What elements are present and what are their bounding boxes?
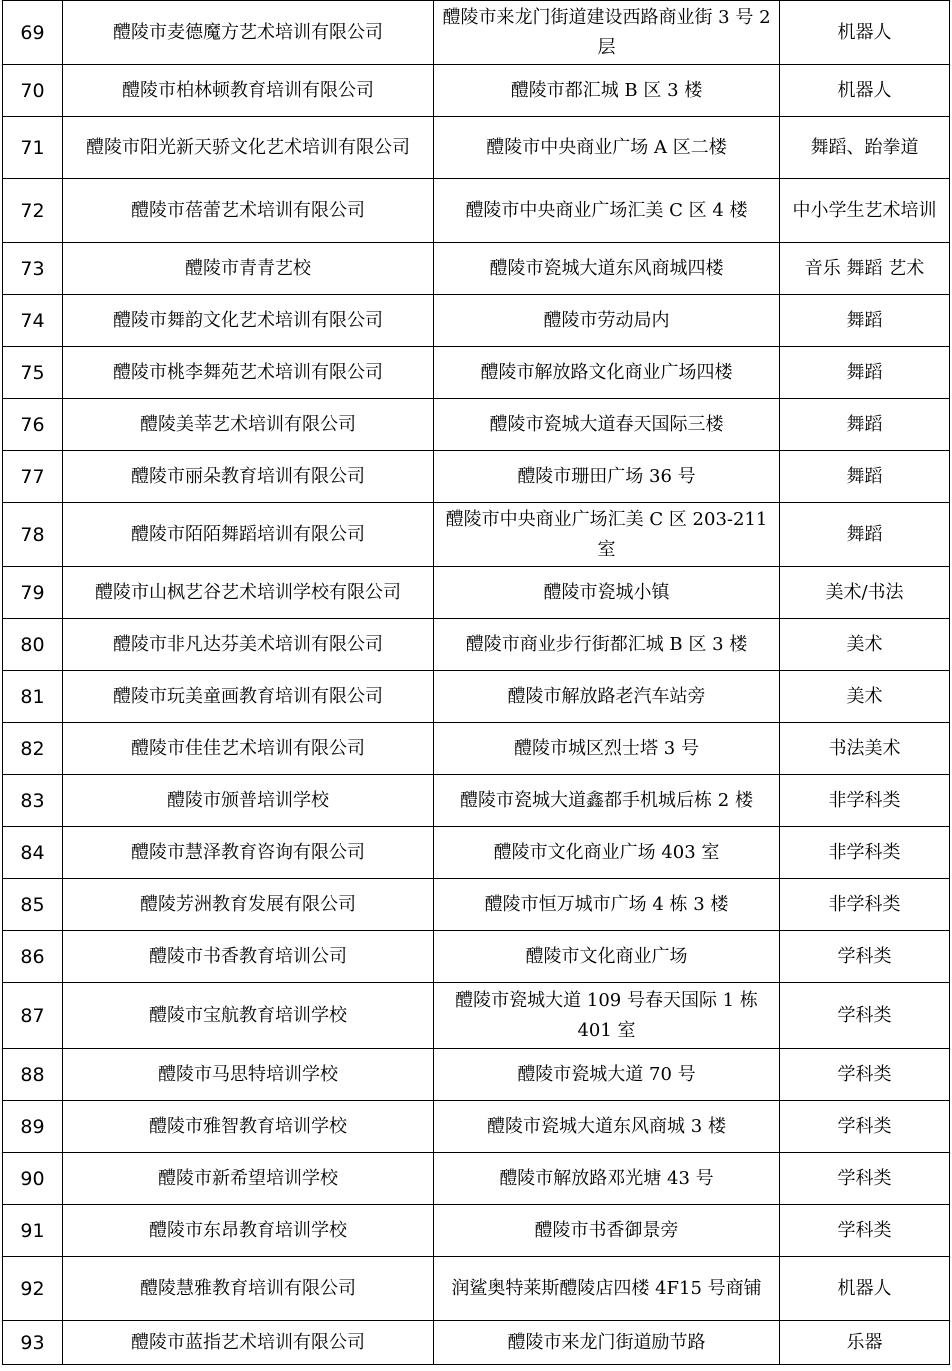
org-address: 醴陵市瓷城大道鑫都手机城后栋 2 楼 [434,775,780,827]
org-address: 醴陵市中央商业广场汇美 C 区 4 楼 [434,179,780,243]
org-category: 机器人 [780,65,950,117]
org-category: 舞蹈 [780,347,950,399]
row-number: 75 [3,347,63,399]
org-category: 舞蹈 [780,503,950,567]
org-address: 醴陵市中央商业广场汇美 C 区 203-211 室 [434,503,780,567]
org-address: 醴陵市瓷城大道东风商城四楼 [434,243,780,295]
org-category: 美术 [780,619,950,671]
row-number: 90 [3,1153,63,1205]
org-category: 美术/书法 [780,567,950,619]
org-name: 醴陵美莘艺术培训有限公司 [63,399,434,451]
table-row [3,243,950,295]
org-category: 中小学生艺术培训 [780,179,950,243]
org-address: 醴陵市书香御景旁 [434,1205,780,1257]
table-row [3,347,950,399]
org-address: 醴陵市商业步行街都汇城 B 区 3 楼 [434,619,780,671]
table-row [3,1049,950,1101]
row-number: 73 [3,243,63,295]
table-body [3,1,950,1365]
row-number: 85 [3,879,63,931]
row-number: 81 [3,671,63,723]
org-name: 醴陵市宝航教育培训学校 [63,983,434,1049]
row-number: 92 [3,1257,63,1321]
table-row [3,451,950,503]
org-address: 润鲨奥特莱斯醴陵店四楼 4F15 号商铺 [434,1257,780,1321]
row-number: 88 [3,1049,63,1101]
org-name: 醴陵市青青艺校 [63,243,434,295]
org-category: 非学科类 [780,827,950,879]
row-number: 91 [3,1205,63,1257]
org-category: 舞蹈 [780,399,950,451]
org-category: 学科类 [780,1049,950,1101]
org-name: 醴陵市非凡达芬美术培训有限公司 [63,619,434,671]
row-number: 93 [3,1321,63,1365]
row-number: 87 [3,983,63,1049]
table-row [3,1101,950,1153]
row-number: 70 [3,65,63,117]
org-address: 醴陵市瓷城大道春天国际三楼 [434,399,780,451]
org-name: 醴陵市慧泽教育咨询有限公司 [63,827,434,879]
org-address: 醴陵市解放路邓光塘 43 号 [434,1153,780,1205]
row-number: 83 [3,775,63,827]
row-number: 79 [3,567,63,619]
row-number: 77 [3,451,63,503]
org-category: 乐器 [780,1321,950,1365]
row-number: 78 [3,503,63,567]
org-address: 醴陵市解放路老汽车站旁 [434,671,780,723]
org-category: 学科类 [780,931,950,983]
table-row [3,1257,950,1321]
org-address: 醴陵市都汇城 B 区 3 楼 [434,65,780,117]
org-name: 醴陵市颁普培训学校 [63,775,434,827]
org-category: 舞蹈 [780,451,950,503]
org-name: 醴陵芳洲教育发展有限公司 [63,879,434,931]
row-number: 72 [3,179,63,243]
org-name: 醴陵市佳佳艺术培训有限公司 [63,723,434,775]
org-address: 醴陵市珊田广场 36 号 [434,451,780,503]
org-category: 非学科类 [780,775,950,827]
row-number: 82 [3,723,63,775]
org-name: 醴陵市书香教育培训公司 [63,931,434,983]
org-address: 醴陵市瓷城大道东风商城 3 楼 [434,1101,780,1153]
org-name: 醴陵市蓓蕾艺术培训有限公司 [63,179,434,243]
table-row [3,619,950,671]
org-category: 机器人 [780,1,950,65]
org-address: 醴陵市来龙门街道励节路 [434,1321,780,1365]
org-category: 学科类 [780,1205,950,1257]
org-category: 舞蹈 [780,295,950,347]
table-row [3,775,950,827]
table-row [3,879,950,931]
org-category: 舞蹈、跆拳道 [780,117,950,179]
table-row [3,1,950,65]
institution-table [2,0,950,1365]
row-number: 71 [3,117,63,179]
org-category: 学科类 [780,1153,950,1205]
org-address: 醴陵市劳动局内 [434,295,780,347]
row-number: 76 [3,399,63,451]
org-address: 醴陵市恒万城市广场 4 栋 3 楼 [434,879,780,931]
org-name: 醴陵市蓝指艺术培训有限公司 [63,1321,434,1365]
table-row [3,983,950,1049]
org-address: 醴陵市瓷城大道 70 号 [434,1049,780,1101]
org-address: 醴陵市城区烈士塔 3 号 [434,723,780,775]
table-row [3,295,950,347]
row-number: 84 [3,827,63,879]
table-row [3,1205,950,1257]
org-name: 醴陵市山枫艺谷艺术培训学校有限公司 [63,567,434,619]
org-name: 醴陵市阳光新天骄文化艺术培训有限公司 [63,117,434,179]
org-name: 醴陵市马思特培训学校 [63,1049,434,1101]
row-number: 89 [3,1101,63,1153]
org-name: 醴陵市玩美童画教育培训有限公司 [63,671,434,723]
org-category: 机器人 [780,1257,950,1321]
org-name: 醴陵市雅智教育培训学校 [63,1101,434,1153]
table-row [3,503,950,567]
table-row [3,179,950,243]
org-category: 美术 [780,671,950,723]
org-name: 醴陵市桃李舞苑艺术培训有限公司 [63,347,434,399]
org-address: 醴陵市文化商业广场 403 室 [434,827,780,879]
org-address: 醴陵市瓷城大道 109 号春天国际 1 栋 401 室 [434,983,780,1049]
org-name: 醴陵市新希望培训学校 [63,1153,434,1205]
row-number: 74 [3,295,63,347]
org-name: 醴陵市陌陌舞蹈培训有限公司 [63,503,434,567]
org-category: 学科类 [780,983,950,1049]
table-row [3,1321,950,1365]
org-category: 书法美术 [780,723,950,775]
table-row [3,671,950,723]
table-row [3,117,950,179]
table-row [3,567,950,619]
row-number: 80 [3,619,63,671]
table-row [3,827,950,879]
org-category: 音乐 舞蹈 艺术 [780,243,950,295]
row-number: 86 [3,931,63,983]
org-name: 醴陵市柏林顿教育培训有限公司 [63,65,434,117]
org-name: 醴陵市舞韵文化艺术培训有限公司 [63,295,434,347]
org-address: 醴陵市文化商业广场 [434,931,780,983]
org-name: 醴陵市麦德魔方艺术培训有限公司 [63,1,434,65]
table-row [3,723,950,775]
table-row [3,399,950,451]
table-row [3,931,950,983]
org-name: 醴陵市东昂教育培训学校 [63,1205,434,1257]
table-row [3,1153,950,1205]
org-category: 非学科类 [780,879,950,931]
org-address: 醴陵市来龙门街道建设西路商业街 3 号 2 层 [434,1,780,65]
table-row [3,65,950,117]
org-name: 醴陵慧雅教育培训有限公司 [63,1257,434,1321]
row-number: 69 [3,1,63,65]
org-address: 醴陵市解放路文化商业广场四楼 [434,347,780,399]
org-address: 醴陵市瓷城小镇 [434,567,780,619]
org-category: 学科类 [780,1101,950,1153]
org-address: 醴陵市中央商业广场 A 区二楼 [434,117,780,179]
org-name: 醴陵市丽朵教育培训有限公司 [63,451,434,503]
